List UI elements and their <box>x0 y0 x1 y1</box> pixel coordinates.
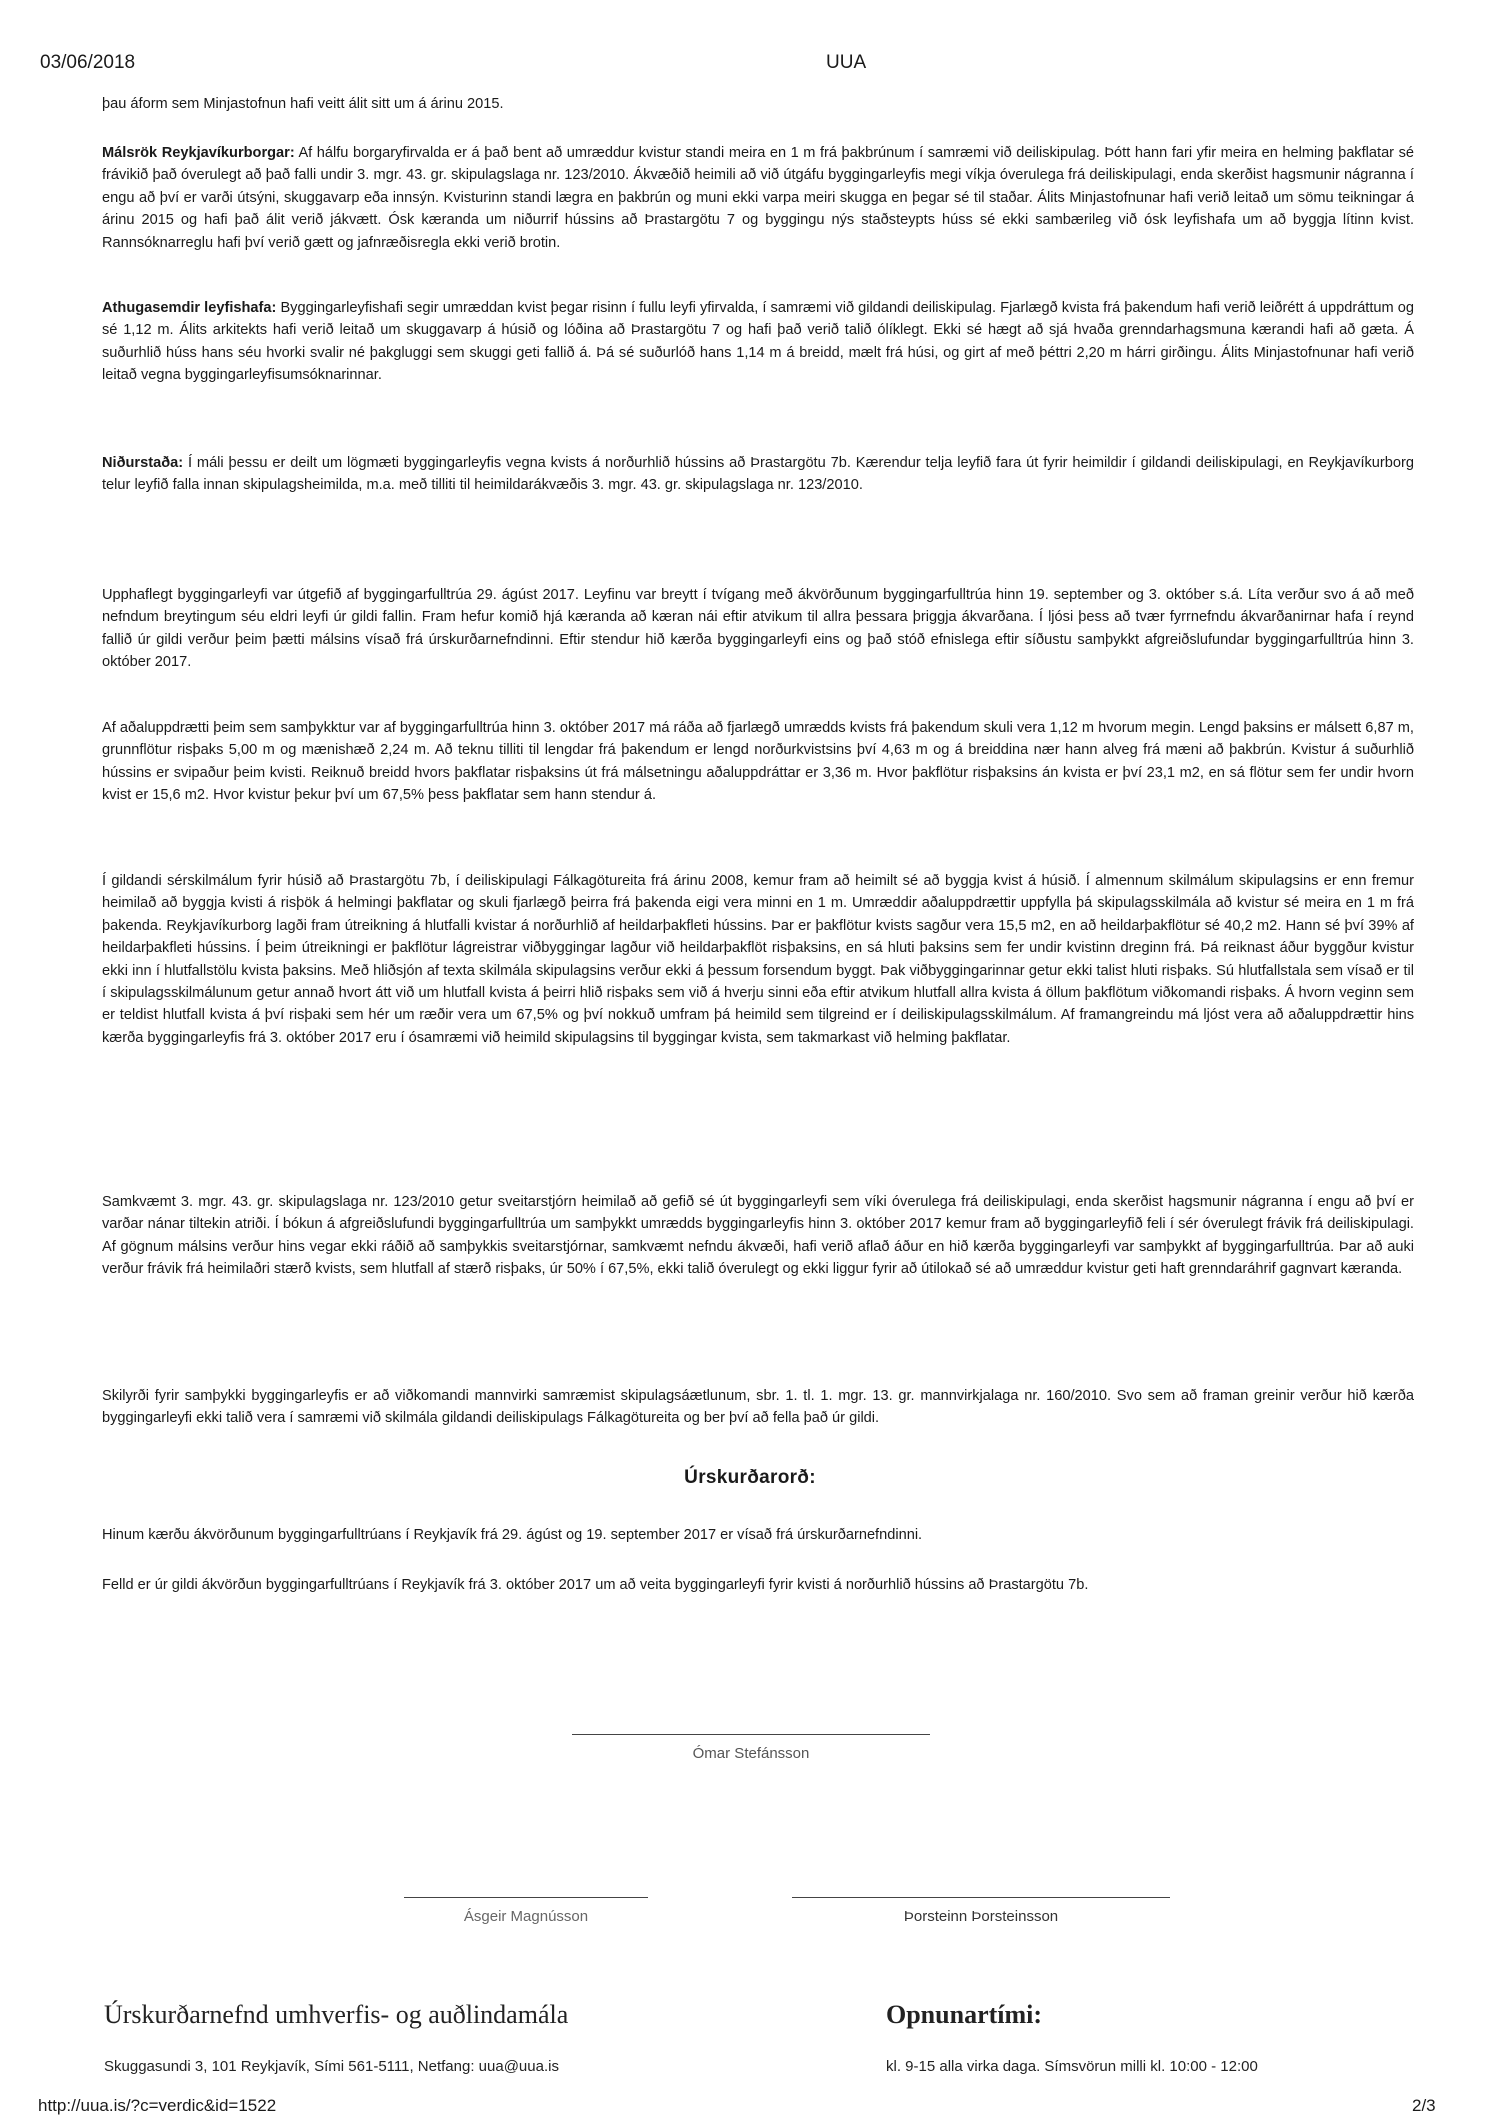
signature-chair-name: Ómar Stefánsson <box>692 1745 810 1762</box>
paragraph-text: Af hálfu borgaryfirvalda er á það bent að umræddur kvistur standi meira en 1 m frá þakbrúnum í samræmi við deiliskipulag. Þótt hann fari yfir meira en helming þakflatar sé frávikið það óverulegt að það falli undir 3. mgr. 43. gr. skipulagslaga nr. 123/2010. Ákvæðið heimili að við útgáfu byggingarleyfis megi víkja óverulega frá deiliskipulagi, enda skerðist hagsmunir nágranna í engu að því er varði útsýni, skuggavarp eða innsýn. Kvisturinn standi lægra en þakbrún og muni ekki varpa meiri skugga en þegar sé til staðar. Álits Minjastofnunar hafi verið leitað um sömu teikningar á árinu 2015 og hafi það álit verið jákvætt. Ósk kæranda um niðurrif hússins að Þrastargötu 7 og byggingu nýs staðsteypts húss sé ekki sambærileg við ósk leyfishafa um að byggja lítinn kvist. Rannsóknarreglu hafi því verið gætt og jafnræðisregla ekki verið brotin. <box>102 145 1414 251</box>
paragraph-text: Byggingarleyfishafi segir umræddan kvist þegar risinn í fullu leyfi yfirvalda, í samræmi við gildandi deiliskipulag. Fjarlægð kvista frá þakendum hafi verið leiðrétt á uppdráttum og sé 1,12 m. Álits arkitekts hafi verið leitað um skuggavarp á húsið og lóðina að Þrastargötu 7 og hafi það verið talið ólíklegt. Ekki sé hægt að sjá hvaða grenndarhagsmuna kærandi hafi að gæta. Á suðurhlið húss hans séu hvorki svalir né þakgluggi sem skuggi geti fallið á. Þá sé suðurlóð hans 1,14 m á breidd, mælt frá húsi, og girt af með þéttri 2,20 m hárri girðingu. Álits Minjastofnunar hafi verið leitað vegna byggingarleyfisumsóknarinnar. <box>102 300 1414 384</box>
footer-address: Skuggasundi 3, 101 Reykjavík, Sími 561-5111, Netfang: uua@uua.is <box>104 2058 559 2075</box>
page-number: 2/3 <box>1412 2096 1436 2115</box>
paragraph-text: Í máli þessu er deilt um lögmæti byggingarleyfis vegna kvists á norðurhlið hússins að Þrastargötu 7b. Kærendur telja leyfið fara út fyrir heimildir í gildandi deiliskipulagi, en Reykjavíkurborg telur leyfið falla innan skipulagsheimilda, m.a. með tilliti til heimildarákvæðis 3. mgr. 43. gr. skipulagslaga nr. 123/2010. <box>102 455 1414 494</box>
signature-right-name: Þorsteinn Þorsteinsson <box>903 1908 1059 1925</box>
paragraph-terms: Í gildandi sérskilmálum fyrir húsið að Þrastargötu 7b, í deiliskipulagi Fálkagötureita frá árinu 2008, kemur fram að heimilt sé að byggja kvist á húsið. Í almennum skilmálum skipulagsins er enn fremur heimilað að byggja kvisti á risþök á helmingi þakflatar og skuli fjarlægð þeirra frá þakenda eigi vera minni en 1 m. Umræddir aðaluppdrættir uppfylla þá skipulagsskilmála að kvistur sé meira en 1 m frá þakenda. Reykjavíkurborg lagði fram útreikning á hlutfalli kvistar á norðurhlið af heildarþakfleti hússins. Þar er þakflötur kvists sagður vera 15,5 m2, en að heildarþakflötur sé 40,2 m2. Hann sé því 39% af heildarþakfleti hússins. Í þeim útreikningi er þakflötur lágreistrar viðbyggingar lagður við heildarþakflöt risþaksins, en sá hluti þaksins sem fer undir kvistinn dreginn frá. Þá reiknast áður byggður kvistur ekki inn í hlutfallstölu kvista þaksins. Með hliðsjón af texta skilmála skipulagsins verður ekki á þessum forsendum byggt. Þak viðbyggingarinnar getur ekki talist hluti risþaks. Sú hlutfallstala sem vísað er til í skipulagsskilmálunum getur annað hvort átt við um hlutfall kvista á þeirri hlið risþaks sem við á hverju sinni eða eftir atvikum hlutfall allra kvista á öllum þakflötum viðkomandi risþaks. Á hvorn veginn sem er teldist hlutfall kvista á því risþaki sem hér um ræðir vera um 67,5% og því nokkuð umfram þá heimild sem tilgreind er í deiliskipulagsskilmálum. Af framangreindu má ljóst vera að aðaluppdrættir hins kærða byggingarleyfis frá 3. október 2017 eru í ósamræmi við heimild skipulagsins til byggingar kvista, sem takmarkast við helming þakflatar. <box>102 873 1414 1046</box>
footer-hours: kl. 9-15 alla virka daga. Símsvörun milli kl. 10:00 - 12:00 <box>886 2058 1258 2075</box>
paragraph-city-arguments <box>102 142 1414 254</box>
paragraph-intro: þau áform sem Minjastofnun hafi veitt álit sitt um á árinu 2015. <box>102 96 504 112</box>
signature-line <box>404 1897 648 1898</box>
site-header: UUA <box>826 52 867 73</box>
ruling-heading: Úrskurðarorð: <box>684 1467 816 1488</box>
signature-left-name: Ásgeir Magnússon <box>463 1908 589 1925</box>
paragraph-main-drawing: Af aðaluppdrætti þeim sem samþykktur var af byggingarfulltrúa hinn 3. október 2017 má ráða að fjarlægð umrædds kvists frá þakendum skuli vera 1,12 m hvorum megin. Lengd þaksins er málsett 6,87 m, grunnflötur risþaks 5,00 m og mænishæð 2,24 m. Að teknu tilliti til lengdar frá þakendum er lengd norðurkvistsins því 4,63 m og á breiddina nær hann alveg frá mæni að þakbrún. Kvistur á suðurhlið hússins er svipaður þeim kvisti. Reiknuð breidd hvors þakflatar risþaksins út frá málsetningu aðaluppdráttar er 3,36 m. Hvor þakflötur risþaksins án kvista er því 23,1 m2, en sá flötur sem fer undir hvorn kvist er 15,6 m2. Hvor kvistur þekur því um 67,5% þess þakflatar sem hann stendur á. <box>102 720 1414 804</box>
paragraph-label: Athugasemdir leyfishafa: <box>102 300 277 316</box>
paragraph-conclusion <box>102 452 1414 497</box>
page-url[interactable]: http://uua.is/?c=verdic&id=1522 <box>38 2096 277 2115</box>
signature-line <box>572 1734 930 1735</box>
paragraph-label: Niðurstaða: <box>102 455 184 471</box>
ruling-item-dismissal: Hinum kærðu ákvörðunum byggingarfulltrúans í Reykjavík frá 29. ágúst og 19. september 2017 er vísað frá úrskurðarnefndinni. <box>102 1527 923 1543</box>
footer-org-name: Úrskurðarnefnd umhverfis- og auðlindamála <box>104 2000 569 2029</box>
ruling-item-annulment: Felld er úr gildi ákvörðun byggingarfulltrúans í Reykjavík frá 3. október 2017 um að veita byggingarleyfi fyrir kvisti á norðurhlið hússins að Þrastargötu 7b. <box>102 1577 1089 1593</box>
paragraph-original-permit: Upphaflegt byggingarleyfi var útgefið af byggingarfulltrúa 29. ágúst 2017. Leyfinu var breytt í tvígang með ákvörðunum byggingarfulltrúa hinn 19. september og 3. október s.á. Líta verður svo á að með nefndum breytingum séu eldri leyfi úr gildi fallin. Fram hefur komið hjá kæranda að kæran nái eftir atvikum til allra þessara þriggja ákvarðana. Í ljósi þess að tvær fyrrnefndu ákvarðanirnar hafa í reynd fallið úr gildi verður þeim þætti málsins vísað frá úrskurðarnefndinni. Eftir stendur hið kærða byggingarleyfi eins og það stóð efnislega eftir síðustu samþykkt afgreiðslufundar byggingarfulltrúa hinn 3. október 2017. <box>102 587 1414 671</box>
signature-line <box>792 1897 1170 1898</box>
footer-hours-title: Opnunartími: <box>886 2000 1043 2029</box>
print-date: 03/06/2018 <box>40 52 136 73</box>
paragraph-permit-holder-remarks <box>102 297 1414 387</box>
paragraph-condition: Skilyrði fyrir samþykki byggingarleyfis er að viðkomandi mannvirki samræmist skipulagsáætlunum, sbr. 1. tl. 1. mgr. 13. gr. mannvirkjalaga nr. 160/2010. Svo sem að framan greinir verður hið kærða byggingarleyfi ekki talið vera í samræmi við skilmála gildandi deiliskipulags Fálkagötureita og ber því að fella það úr gildi. <box>102 1388 1414 1427</box>
paragraph-label: Málsrök Reykjavíkurborgar: <box>102 145 295 161</box>
paragraph-planning-act: Samkvæmt 3. mgr. 43. gr. skipulagslaga nr. 123/2010 getur sveitarstjórn heimilað að gefið sé út byggingarleyfi sem víki óverulega frá deiliskipulagi, enda skerðist hagsmunir nágranna í engu að því er varðar nánar tiltekin atriði. Í bókun á afgreiðslufundi byggingarfulltrúa um samþykkt umrædds byggingarleyfis hinn 3. október 2017 kemur fram að byggingarleyfið feli í sér óverulegt frávik frá deiliskipulagi. Af gögnum málsins verður hins vegar ekki ráðið að samþykkis sveitarstjórnar, samkvæmt nefndu ákvæði, hafi verið aflað áður en hið kærða byggingarleyfi var samþykkt af byggingarfulltrúa. Þar að auki verður frávik frá heimilaðri stærð kvists, sem hlutfall af stærð risþaks, úr 50% í 67,5%, ekki talið óverulegt og ekki liggur fyrir að útilokað sé að umræddur kvistur geti haft grenndaráhrif gagnvart kæranda. <box>102 1194 1414 1278</box>
